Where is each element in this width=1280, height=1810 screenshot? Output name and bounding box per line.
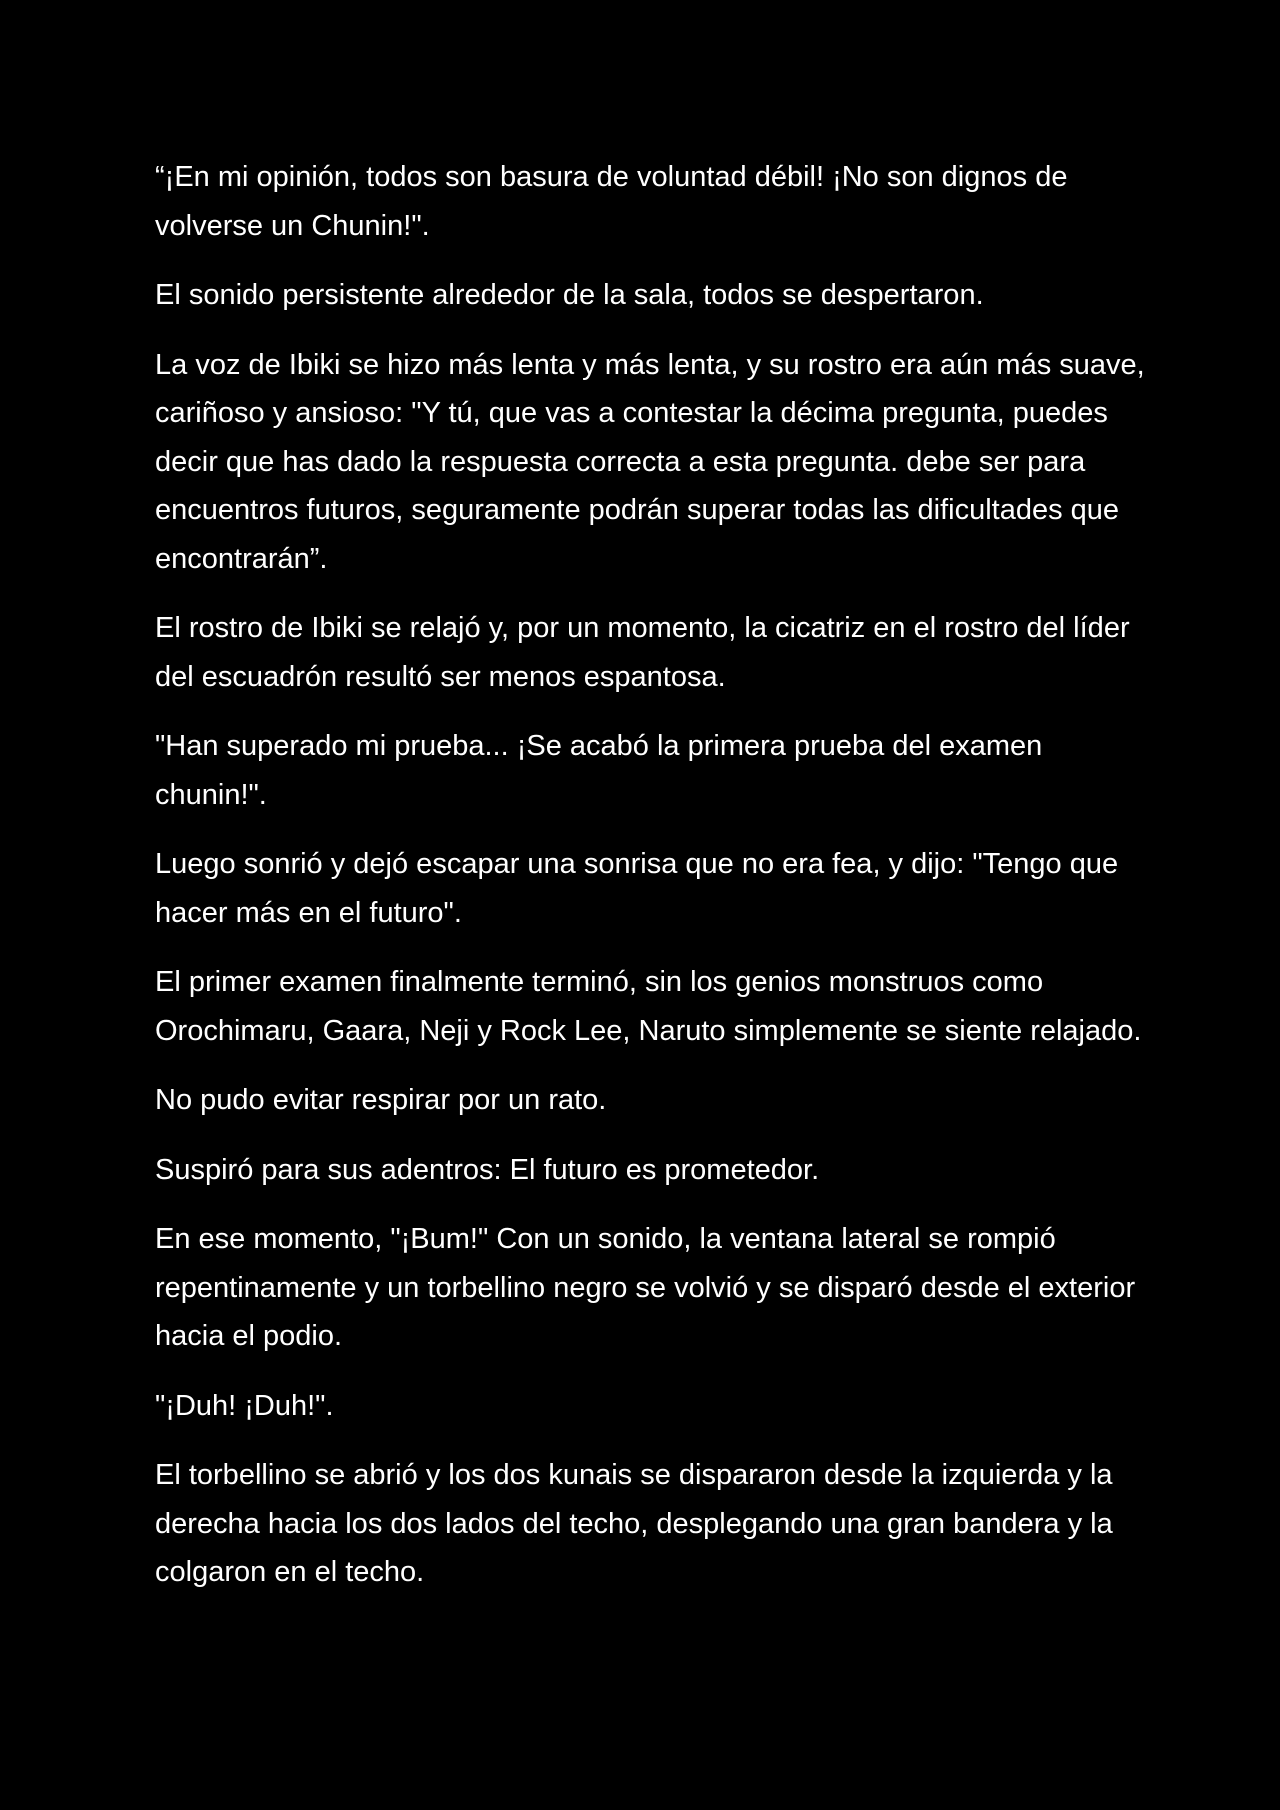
paragraph-6: Luego sonrió y dejó escapar una sonrisa que no era fea, y dijo: "Tengo que hacer más en el futuro".: [155, 848, 1119, 929]
document-body: [155, 153, 1145, 1618]
paragraph-9: Suspiró para sus adentros: El futuro es prometedor.: [155, 1153, 820, 1186]
paragraph-7: El primer examen finalmente terminó, sin los genios monstruos como Orochimaru, Gaara, Neji y Rock Lee, Naruto simplemente se siente relajado.: [155, 966, 1142, 1047]
paragraph-12: El torbellino se abrió y los dos kunais se dispararon desde la izquierda y la derecha hacia los dos lados del techo, desplegando una gran bandera y la colgaron en el techo.: [155, 1459, 1113, 1588]
paragraph-1: “¡En mi opinión, todos son basura de voluntad débil! ¡No son dignos de volverse un Chunin!".: [155, 161, 1068, 242]
paragraph-4: El rostro de Ibiki se relajó y, por un momento, la cicatriz en el rostro del líder del escuadrón resultó ser menos espantosa.: [155, 612, 1130, 693]
paragraph-11: "¡Duh! ¡Duh!".: [155, 1389, 334, 1422]
paragraph-8: No pudo evitar respirar por un rato.: [155, 1084, 607, 1116]
paragraph-5: "Han superado mi prueba... ¡Se acabó la primera prueba del examen chunin!".: [155, 730, 1043, 811]
paragraph-10: En ese momento, "¡Bum!" Con un sonido, la ventana lateral se rompió repentinamente y un torbellino negro se volvió y se disparó desde el exterior hacia el podio.: [155, 1223, 1136, 1352]
paragraph-2: El sonido persistente alrededor de la sala, todos se despertaron.: [155, 279, 984, 311]
paragraph-3: La voz de Ibiki se hizo más lenta y más lenta, y su rostro era aún más suave, cariñoso y ansioso: "Y tú, que vas a contestar la décima pregunta, puedes decir que has dado la respuesta correcta a esta pregunta. debe ser para encuentros futuros, seguramente podrán superar todas las dificultades que encontrarán”.: [155, 348, 1145, 575]
